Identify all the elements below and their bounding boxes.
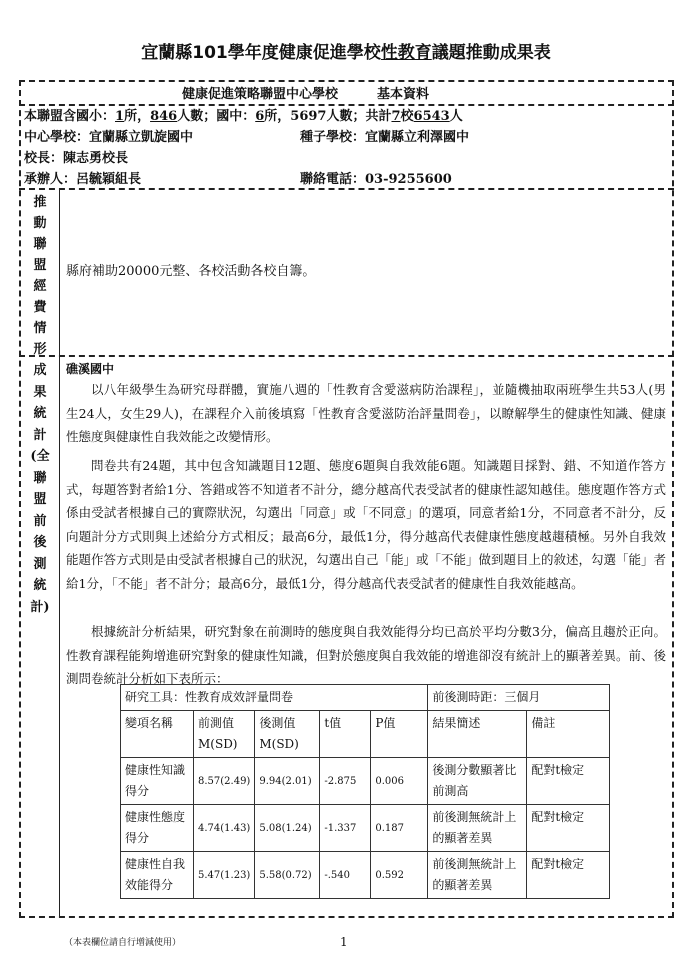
table-row [121, 805, 610, 852]
funding-text: 縣府補助20000元整、各校活動各校自籌。 [66, 264, 316, 279]
variable-name: 健康性自我效能得分 [121, 852, 194, 899]
phone: 聯絡電話：03-9255600 [300, 172, 452, 187]
column-header: 後測值M(SD) [255, 711, 320, 758]
column-header: t值 [320, 711, 371, 758]
remark: 配對t檢定 [527, 852, 610, 899]
center-school: 中心學校：宜蘭縣立凱旋國中 [24, 130, 194, 145]
contact-person: 承辦人：呂毓穎組長 [24, 172, 142, 187]
footer-note: （本表欄位請自行增減使用） [64, 938, 182, 948]
paragraph-method: 以八年級學生為研究母群體，實施八週的「性教育含愛滋病防治課程」，並隨機抽取兩班學生共53人(男生24人，女生29人)，在課程介入前後填寫「性教育含愛滋防治評量問卷」，以瞭解學生的健康性知識、健康性態度與健康性自我效能之改變情形。 [66, 382, 666, 444]
posttest-value: 9.94(2.01) [255, 758, 320, 805]
p-value: 0.006 [371, 758, 428, 805]
divider [19, 104, 674, 106]
pretest-value: 8.57(2.49) [194, 758, 255, 805]
divider [19, 355, 674, 357]
posttest-value: 5.08(1.24) [255, 805, 320, 852]
remark: 配對t檢定 [527, 805, 610, 852]
column-header: 備註 [527, 711, 610, 758]
result-summary: 前後測無統計上的顯著差異 [428, 805, 527, 852]
result-summary: 後測分數顯著比前測高 [428, 758, 527, 805]
results-label: 成 果 統 計 (全 聯 盟 前 後 測 統 計) [30, 363, 50, 615]
column-header: 結果簡述 [428, 711, 527, 758]
p-value: 0.592 [371, 852, 428, 899]
page-title: 宜蘭縣101學年度健康促進學校性教育議題推動成果表 [141, 43, 551, 63]
seed-school: 種子學校：宜蘭縣立利澤國中 [300, 130, 470, 145]
column-header: P值 [371, 711, 428, 758]
funding-label: 推 動 聯 盟 經 費 情 形 [33, 195, 47, 357]
column-header: 前測值M(SD) [194, 711, 255, 758]
pretest-value: 5.47(1.23) [194, 852, 255, 899]
school-name: 礁溪國中 [66, 362, 115, 376]
remark: 配對t檢定 [527, 758, 610, 805]
t-value: -2.875 [320, 758, 371, 805]
label-column-divider [59, 188, 60, 918]
alliance-summary: 本聯盟含國小：1所，846人數；國中：6所，5697人數；共計7校6543人 [24, 109, 463, 124]
table-row [121, 758, 610, 805]
page-number: 1 [340, 935, 348, 949]
principal: 校長：陳志勇校長 [24, 151, 129, 166]
divider [19, 188, 674, 190]
statistics-table [120, 684, 610, 899]
pretest-value: 4.74(1.43) [194, 805, 255, 852]
paragraph-questionnaire: 問卷共有24題，其中包含知識題目12題、態度6題與自我效能6題。知識題目採對、錯、不知道作答方式，每題答對者給1分、答錯或答不知道者不計分，總分越高代表受試者的健康性認知越佳。態度題作答方式係由受試者根據自己的實際狀況，勾選出「同意」或「不同意」的選項，同意者給1分，不同意者不計分，反向題計分方式則與上述給分方式相反；最高6分，最低1分，得分越高代表健康性態度越趨積極。另外自我效能題作答方式則是由受試者根據自己的狀況，勾選出自己「能」或「不能」做到題目上的敘述，勾選「能」者給1分，「不能」者不計分；最高6分，最低1分，得分越高代表受試者的健康性自我效能越高。 [66, 458, 667, 591]
table-row [121, 852, 610, 899]
research-tool: 研究工具：性教育成效評量問卷 [121, 685, 428, 711]
test-interval: 前後測時距：三個月 [428, 685, 610, 711]
section-heading: 健康促進策略聯盟中心學校 基本資料 [182, 87, 430, 102]
table-header-row [121, 711, 610, 758]
paragraph-results: 根據統計分析結果，研究對象在前測時的態度與自我效能得分均已高於平均分數3分，偏高且趨於正向。性教育課程能夠增進研究對象的健康性知識，但對於態度與自我效能的增進卻沒有統計上的顯著差異。前、後測問卷統計分析如下表所示： [66, 624, 667, 686]
result-summary: 前後測無統計上的顯著差異 [428, 852, 527, 899]
t-value: -1.337 [320, 805, 371, 852]
posttest-value: 5.58(0.72) [255, 852, 320, 899]
variable-name: 健康性知識得分 [121, 758, 194, 805]
p-value: 0.187 [371, 805, 428, 852]
column-header: 變項名稱 [121, 711, 194, 758]
table-row [121, 685, 610, 711]
variable-name: 健康性態度得分 [121, 805, 194, 852]
t-value: -.540 [320, 852, 371, 899]
